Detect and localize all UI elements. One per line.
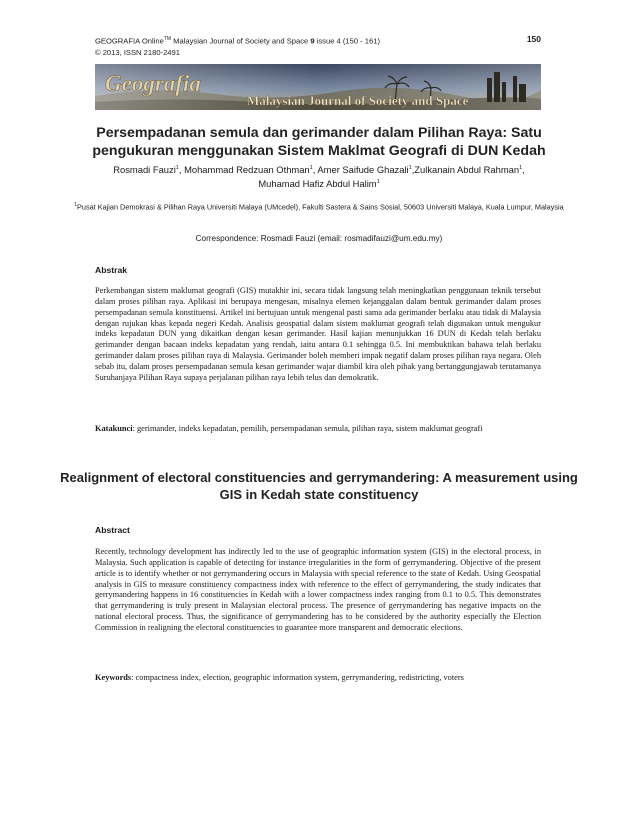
author-name: Mohammad Redzuan Othman xyxy=(184,164,310,176)
author-name: Muhamad Hafiz Abdul Halim xyxy=(258,178,377,190)
abstract-body: Recently, technology development has indirectly led to the use of geographic information system (GIS) in the electoral process, in Malaysia. Such application is capable of detecting for instance irregularities in the form of gerrymandering. Objective of the present article is to identify whether or not gerrymandering occurs in Malaysia with special reference to the state of Kedah. Using Geospatial analysis in GIS to measure constituency compactness index with reference to the effect of gerrymandering, the study indicates that gerrymandering happens in 16 constituencies in Kedah with a lower compactness index ranging from 0.1 to 0.5. This demonstrates that gerrymandering is truly present in Malaysian electoral process. The presence of gerrymandering has negative impacts on the national electoral process. Thus, the significance of gerrymandering has to be considered by the authority especially the Election Commission in realigning the electoral constituencies to guarantee more transparent and democratic elections. xyxy=(95,547,541,632)
journal-banner xyxy=(95,64,541,110)
author-name: Rosmadi Fauzi xyxy=(113,164,176,176)
copyright-line: © 2013, ISSN 2180-2491 xyxy=(95,47,180,57)
banner-graphic xyxy=(95,64,541,110)
banner-logo-text: Geografia xyxy=(105,71,201,96)
affiliation: $^1$Pusat Kajian Demokrasi & Pilihan Raya Universiti Malaya (UMcedel), Fakulti Sastera & Sains Sosial, 50603 Universiti Malaya, Kuala Lumpur, Malaysia xyxy=(74,202,564,212)
abstract-heading: Abstract xyxy=(95,525,130,535)
author-name: Amer Saifude Ghazali xyxy=(317,164,409,176)
running-header xyxy=(95,34,541,58)
katakunci: Katakunci: gerimander, indeks kepadatan, pemilih, persempadanan semula, pilihan raya, sistem maklumat geografi xyxy=(95,424,483,433)
page-number: 150 xyxy=(526,34,541,44)
paper-title-malay: Persempadanan semula dan gerimander dalam Pilihan Raya: Satu pengukuran menggunakan Sistem Maklmat Geografi di DUN Kedah xyxy=(92,125,546,159)
journal-citation: GEOGRAFIA Online™ Malaysian Journal of Society and Space 9 issue 4 (150 - 161) xyxy=(95,36,381,46)
author-name: Zulkanain Abdul Rahman xyxy=(414,164,520,176)
paper-title-english: Realignment of electoral constituencies and gerrymandering: A measurement using GIS in Kedah state constituency xyxy=(60,470,578,502)
abstrak-heading: Abstrak xyxy=(95,265,127,275)
keywords: Keywords: compactness index, election, geographic information system, gerrymandering, redistricting, voters xyxy=(95,673,464,682)
banner-journal-title: Malaysian Journal of Society and Space xyxy=(247,93,469,108)
abstrak-body: Perkembangan sistem maklumat geografi (GIS) mutakhir ini, secara tidak langsung telah meningkatkan penggunaan teknik tersebut dalam proses pilihan raya. Aplikasi ini berupaya mengesan, misalnya elemen kejanggalan dalam bentuk gerimander dalam proses persempadanan semula konstituensi. Artikel ini bertujuan untuk mengenal pasti sama ada gerimander berlaku atau tidak di Malaysia dengan rujukan khas kepada negeri Kedah. Analisis geospatial dalam sistem maklumat geografi telah digunakan untuk mengukur indeks kepadatan DUN yang dikaitkan dengan kesan gerimander. Hasil kajian menunjukkan 16 DUN di Kedah telah berlaku gerimander dengan bacaan indeks kepadatan yang rendah, iaitu antara 0.1 sehingga 0.5. Ini membuktikan bahawa telah berlaku gerimander dalam proses pilihan raya di Malaysia. Gerimander boleh memberi impak negatif dalam proses pilihan raya negara. Oleh sebab itu, dalam proses persempadanan semula kesan gerimander wajar diambil kira oleh pihak yang bertanggungjawab terutamanya Suruhanjaya Pilihan Raya supaya perjalanan pilihan raya lebih telus dan demokratik. xyxy=(95,286,541,382)
author-list: Rosmadi Fauzi$^1$, Mohammad Redzuan Othman$^1$, Amer Saifude Ghazali$^1$,Zulkanain Abdul Rahman$^1$, Muhamad Hafiz Abdul Halim$^1$ xyxy=(113,164,525,190)
correspondence: Correspondence: Rosmadi Fauzi (email: rosmadifauzi@um.edu.my) xyxy=(195,234,443,243)
